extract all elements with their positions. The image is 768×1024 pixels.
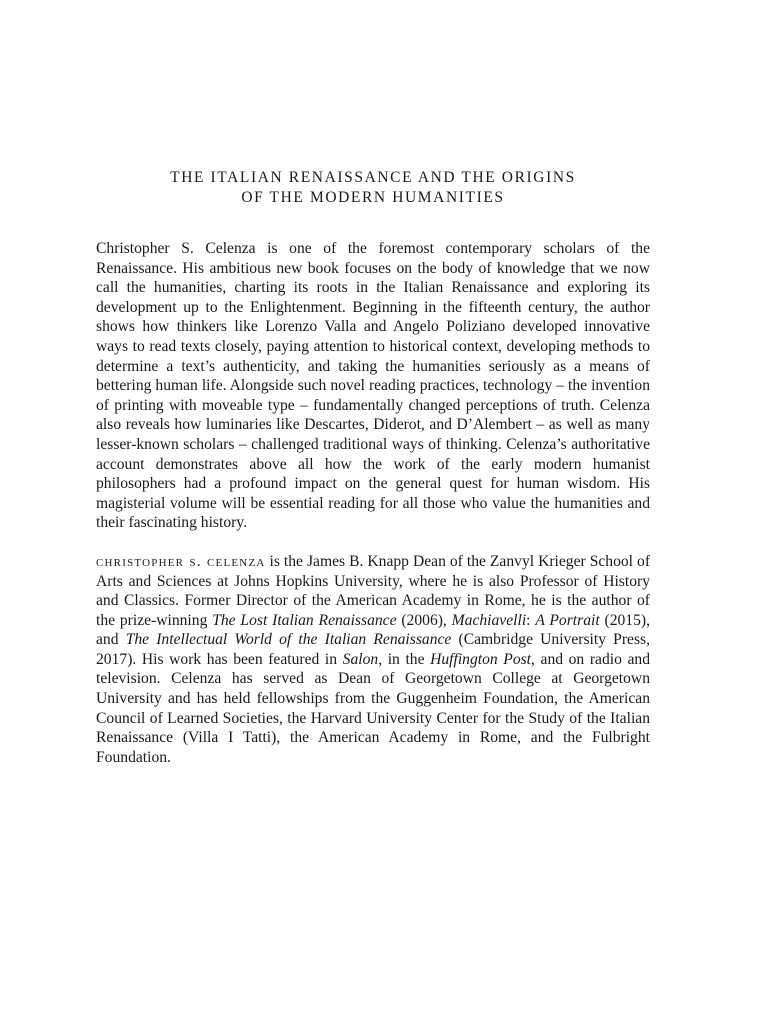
bio-text: is the James B. Knapp Dean of the Zanvyl Krieger School of Arts and Sciences at Johns Hopkins University, where he is also Professor of History and Classics. Former Director of the American Academy in Rome, he is the author of the prize-winning [96,552,651,629]
book-description: Christopher S. Celenza is one of the foremost contemporary scholars of the Renaissance. His ambitious new book focuses on the body of knowledge that we now call the humanities, charting its roots in the Italian Renaissance and exploring its development up to the Enlightenment. Beginning in the fifteenth century, the author shows how thinkers like Lorenzo Valla and Angelo Poliziano developed innovative ways to read texts closely, paying attention to historical context, developing methods to determine a text’s authenticity, and taking the humanities seriously as a means of bettering human life. Alongside such novel reading practices, technology – the invention of printing with moveable type – fundamentally changed perceptions of truth. Celenza also reveals how luminaries like Descartes, Diderot, and D’Alembert – as well as many lesser-known scholars – challenged traditional ways of thinking. Celenza’s authoritative account demonstrates above all how the work of the early modern humanist philosophers had a profound impact on the general quest for human wisdom. His magisterial volume will be essential reading for all those who value the humanities and their fascinating history. [96,240,650,532]
bio-text: (Cambridge University Press, 2017). His work has been featured in [96,631,650,668]
book-title-machiavelli: Machiavelli [451,611,527,629]
bio-text: (2015), and [96,611,650,649]
author-name: christopher s. celenza [96,552,266,570]
bio-text: (2006), [396,611,452,629]
bio-text: , in the [378,650,431,668]
book-title-line-2: OF THE MODERN HUMANITIES [241,189,505,206]
outlet-huffington-post: Huffington Post [430,650,532,668]
book-title-line-1: THE ITALIAN RENAISSANCE AND THE ORIGINS [170,169,576,186]
bio-text: , and on radio and television. Celenza has served as Dean of Georgetown College at Georgetown University and has held fellowships from the Guggenheim Foundation, the American Council of Learned Societies, the Harvard University Center for the Study of the Italian Renaissance (Villa I Tatti), the American Academy in Rome, and the Fulbright Foundation. [96,650,651,766]
book-front-matter [96,168,650,767]
outlet-salon: Salon [342,650,379,668]
book-title-intellectual-world: The Intellectual World of the Italian Renaissance [125,631,452,649]
book-title [96,168,650,208]
book-title-a-portrait: A Portrait [535,611,600,629]
bio-text: : [526,611,536,629]
book-title-lost-italian-renaissance: The Lost Italian Renaissance [212,611,397,629]
author-biography [96,552,650,768]
